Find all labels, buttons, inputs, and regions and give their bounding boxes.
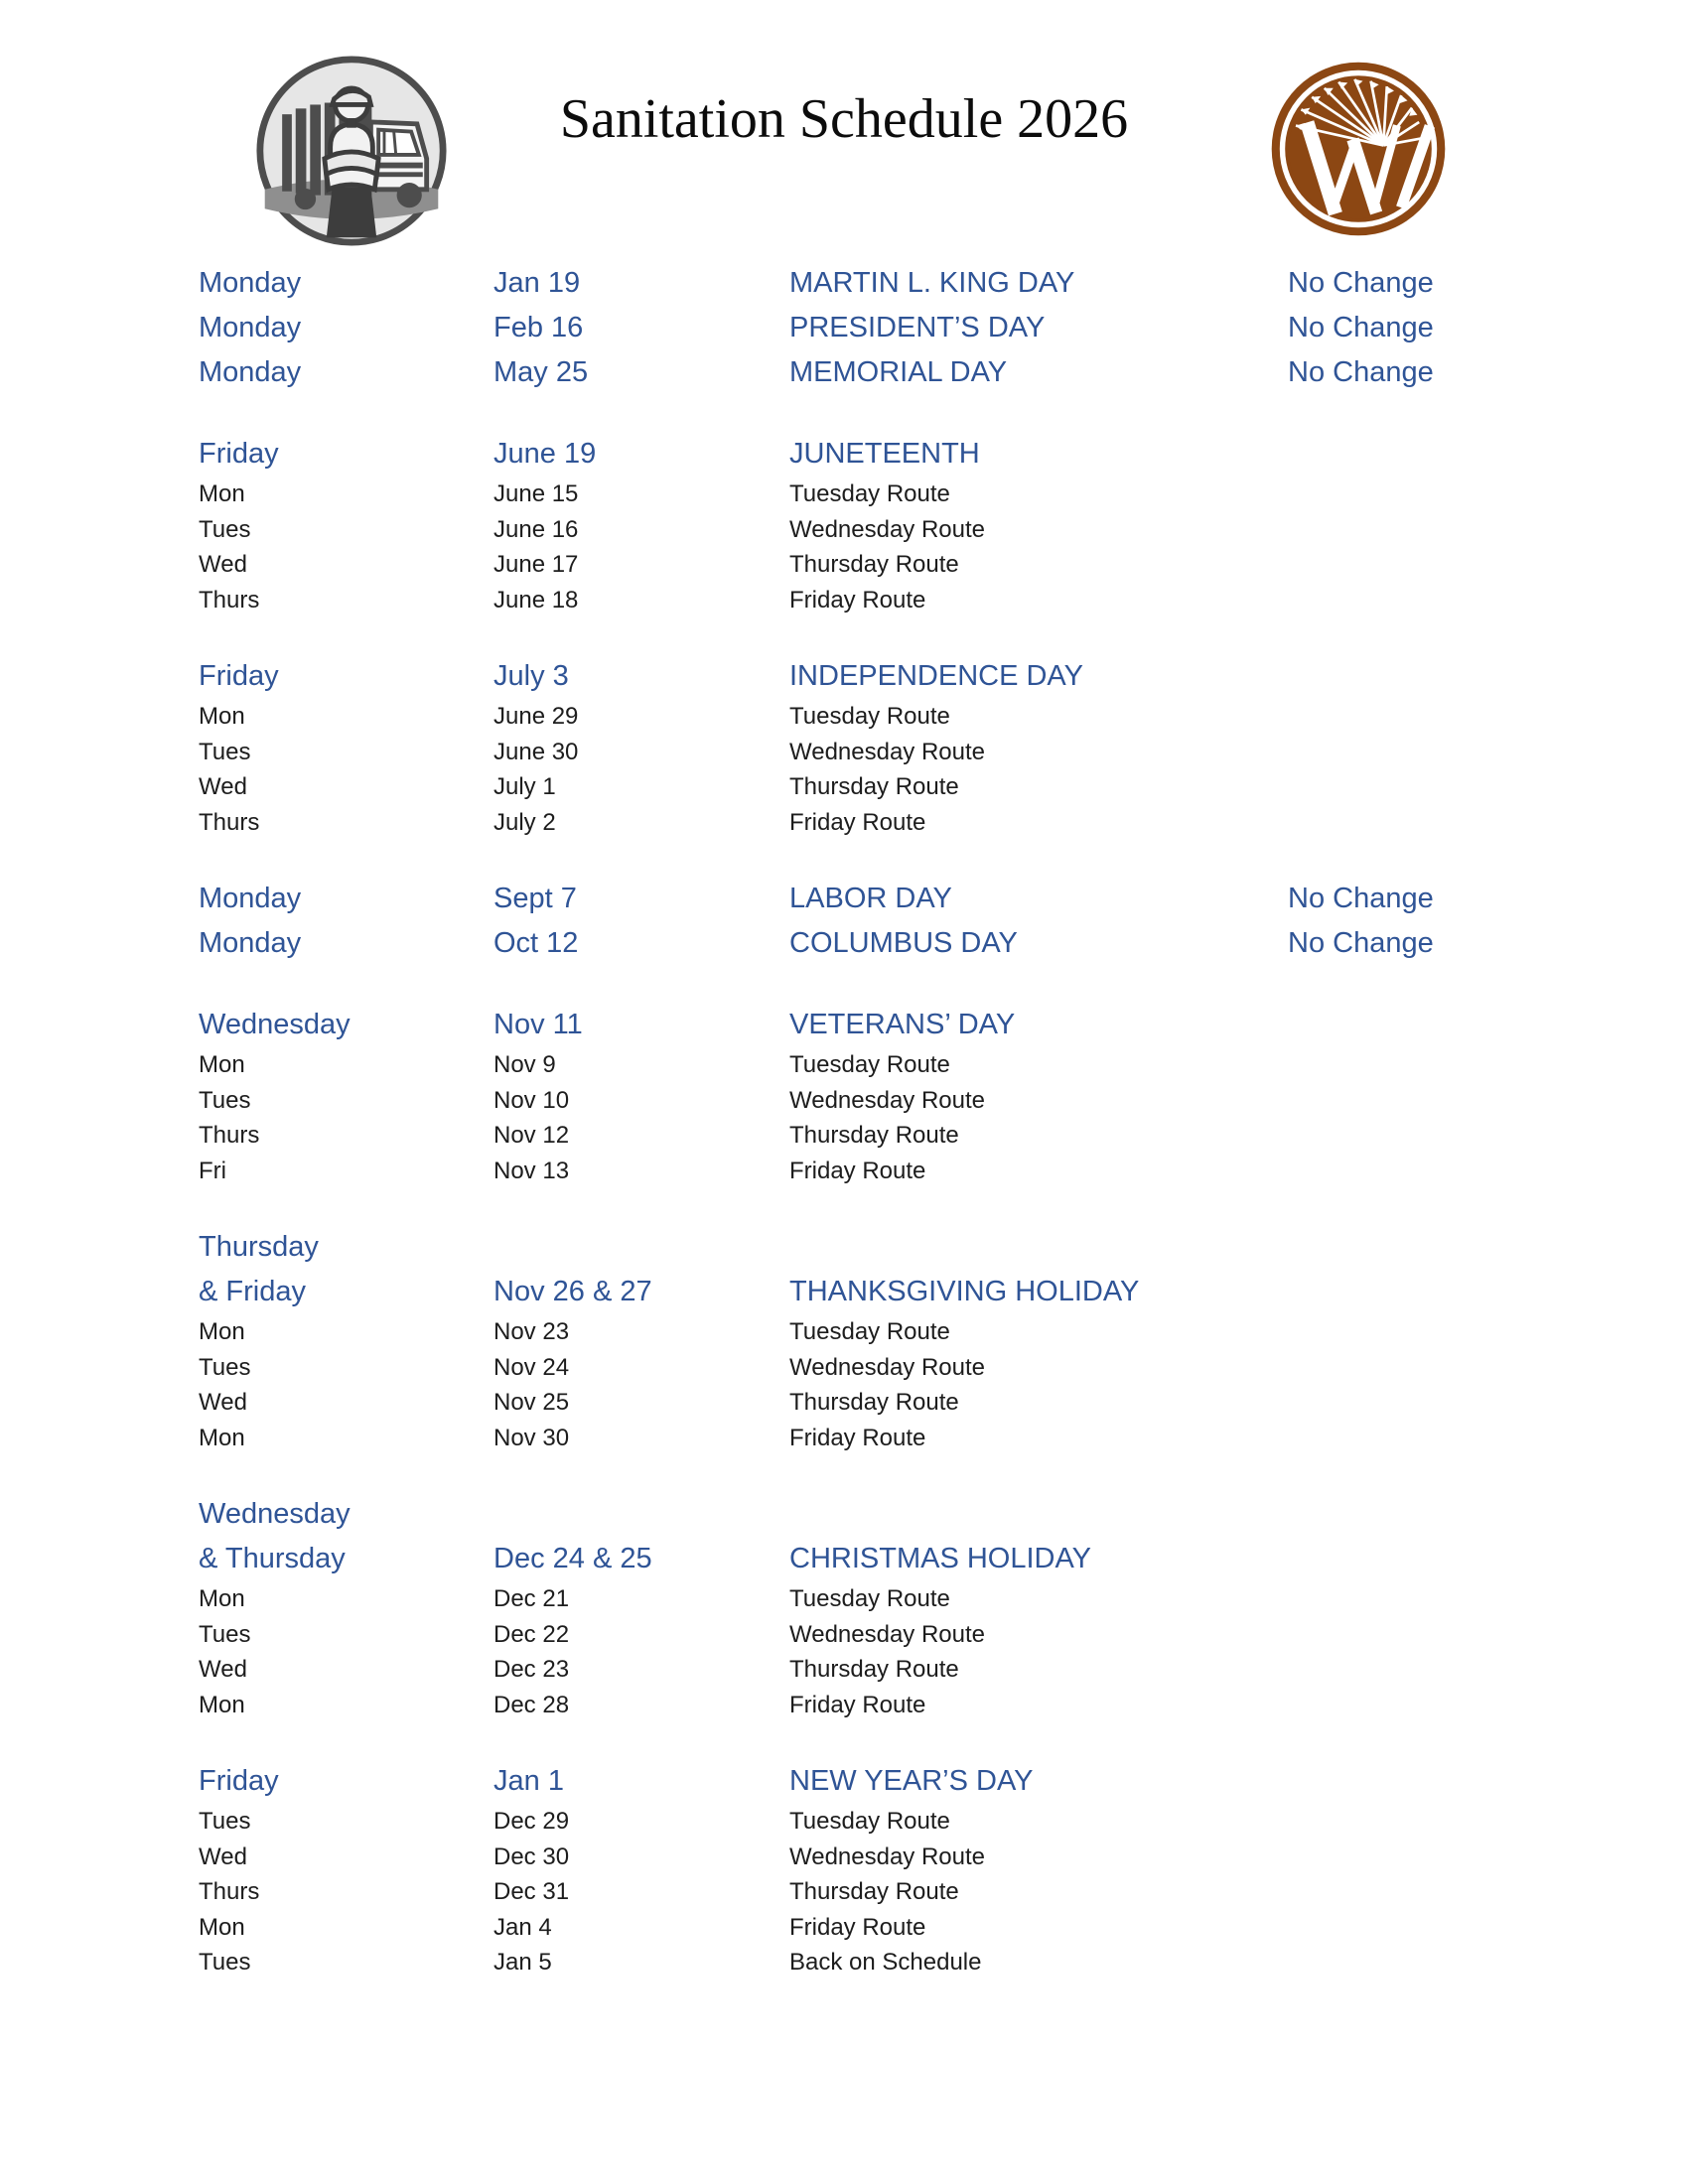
route-change-status: [1288, 1314, 1638, 1350]
route-date: Dec 22: [493, 1620, 570, 1648]
route-date: Dec 28: [493, 1691, 570, 1718]
route-change-status: [1288, 1945, 1638, 1980]
route-name: Wednesday Route: [789, 515, 986, 543]
route-name: Friday Route: [789, 808, 926, 836]
schedule-section: [0, 1003, 1688, 1188]
route-change-status: [1288, 1652, 1638, 1688]
route-date: July 1: [493, 773, 556, 800]
route-date: Nov 10: [493, 1086, 570, 1114]
route-name: Friday Route: [789, 586, 926, 614]
holiday-name: JUNETEENTH: [789, 438, 980, 470]
holiday-name: INDEPENDENCE DAY: [789, 660, 1083, 692]
route-name: Wednesday Route: [789, 1353, 986, 1381]
route-change-status: [1288, 477, 1638, 512]
route-date: June 29: [493, 703, 579, 730]
holiday-change-status: [1288, 1492, 1638, 1537]
route-date: Nov 25: [493, 1389, 570, 1416]
page-header: [0, 0, 1688, 253]
holiday-row: [199, 306, 1638, 350]
route-date: Jan 4: [493, 1913, 552, 1941]
route-date: June 15: [493, 480, 579, 507]
route-date: Jan 5: [493, 1949, 552, 1976]
holiday-date: Sept 7: [493, 883, 577, 914]
route-name: Back on Schedule: [789, 1949, 982, 1976]
holiday-row: [199, 877, 1638, 921]
route-date: Dec 23: [493, 1656, 570, 1683]
route-date: June 17: [493, 551, 579, 578]
route-day: Thurs: [199, 808, 260, 836]
route-day: Thurs: [199, 1878, 260, 1905]
holiday-change-status: No Change: [1288, 356, 1434, 388]
schedule-section: [0, 877, 1688, 966]
route-row: [199, 735, 1638, 770]
holiday-day: Wednesday: [199, 1498, 351, 1530]
holiday-row: [199, 654, 1638, 699]
holiday-name: MARTIN L. KING DAY: [789, 267, 1075, 299]
page-title: Sanitation Schedule 2026: [559, 88, 1129, 150]
route-date: Dec 31: [493, 1878, 570, 1905]
holiday-row: [199, 1537, 1638, 1581]
route-name: Wednesday Route: [789, 1620, 986, 1648]
holiday-date: Jan 19: [493, 267, 581, 299]
route-name: Friday Route: [789, 1913, 926, 1941]
route-name: Tuesday Route: [789, 1808, 950, 1835]
sanitation-worker-logo-icon: [253, 55, 450, 247]
holiday-row: [199, 921, 1638, 966]
holiday-name: COLUMBUS DAY: [789, 927, 1018, 959]
holiday-row: [199, 261, 1638, 306]
route-date: Nov 9: [493, 1051, 556, 1078]
route-name: Tuesday Route: [789, 703, 950, 730]
route-row: [199, 1118, 1638, 1154]
route-change-status: [1288, 1581, 1638, 1617]
route-change-status: [1288, 1083, 1638, 1119]
holiday-day: Monday: [199, 927, 302, 959]
route-date: Nov 13: [493, 1157, 570, 1184]
route-name: Tuesday Route: [789, 1585, 950, 1612]
route-day: Wed: [199, 773, 247, 800]
route-day: Tues: [199, 1353, 251, 1381]
holiday-name: CHRISTMAS HOLIDAY: [789, 1543, 1092, 1574]
holiday-row: [199, 1492, 1638, 1537]
route-day: Mon: [199, 1051, 245, 1078]
holiday-change-status: No Change: [1288, 927, 1434, 959]
route-change-status: [1288, 1874, 1638, 1910]
route-date: July 2: [493, 808, 556, 836]
route-change-status: [1288, 769, 1638, 805]
route-change-status: [1288, 1350, 1638, 1386]
holiday-change-status: [1288, 654, 1638, 699]
route-name: Thursday Route: [789, 1656, 959, 1683]
route-change-status: [1288, 1154, 1638, 1189]
route-day: Mon: [199, 1913, 245, 1941]
route-change-status: [1288, 1840, 1638, 1875]
route-name: Thursday Route: [789, 1389, 959, 1416]
route-row: [199, 1617, 1638, 1653]
route-change-status: [1288, 735, 1638, 770]
holiday-day: Thursday: [199, 1231, 319, 1263]
holiday-date: [493, 1225, 789, 1270]
route-day: Mon: [199, 1585, 245, 1612]
route-name: Thursday Route: [789, 773, 959, 800]
route-row: [199, 1804, 1638, 1840]
route-date: Dec 29: [493, 1808, 570, 1835]
route-day: Mon: [199, 1318, 245, 1345]
route-day: Mon: [199, 703, 245, 730]
holiday-day: Friday: [199, 660, 279, 692]
route-name: Friday Route: [789, 1157, 926, 1184]
route-name: Tuesday Route: [789, 1051, 950, 1078]
route-day: Tues: [199, 1620, 251, 1648]
route-row: [199, 1385, 1638, 1421]
holiday-change-status: [1288, 1003, 1638, 1047]
holiday-name: [789, 1492, 1288, 1537]
route-row: [199, 1047, 1638, 1083]
route-row: [199, 1083, 1638, 1119]
holiday-change-status: [1288, 1225, 1638, 1270]
route-date: Nov 23: [493, 1318, 570, 1345]
route-date: June 30: [493, 738, 579, 765]
holiday-name: MEMORIAL DAY: [789, 356, 1008, 388]
sanitation-schedule: [0, 261, 1688, 1980]
holiday-name: NEW YEAR’S DAY: [789, 1765, 1034, 1797]
route-change-status: [1288, 512, 1638, 548]
route-change-status: [1288, 583, 1638, 618]
route-name: Thursday Route: [789, 551, 959, 578]
route-row: [199, 1945, 1638, 1980]
route-name: Wednesday Route: [789, 1086, 986, 1114]
route-row: [199, 805, 1638, 841]
holiday-day: & Thursday: [199, 1543, 346, 1574]
holiday-day: Monday: [199, 356, 302, 388]
route-date: June 18: [493, 586, 579, 614]
holiday-date: Jan 1: [493, 1765, 564, 1797]
route-change-status: [1288, 1617, 1638, 1653]
holiday-date: July 3: [493, 660, 569, 692]
route-day: Tues: [199, 515, 251, 543]
route-row: [199, 1688, 1638, 1723]
holiday-row: [199, 432, 1638, 477]
holiday-change-status: No Change: [1288, 267, 1434, 299]
holiday-name: THANKSGIVING HOLIDAY: [789, 1276, 1140, 1307]
route-day: Mon: [199, 1424, 245, 1451]
holiday-change-status: [1288, 1759, 1638, 1804]
route-change-status: [1288, 1804, 1638, 1840]
route-change-status: [1288, 1047, 1638, 1083]
holiday-date: Oct 12: [493, 927, 579, 959]
route-change-status: [1288, 699, 1638, 735]
holiday-day: Monday: [199, 883, 302, 914]
holiday-row: [199, 1225, 1638, 1270]
route-day: Tues: [199, 738, 251, 765]
holiday-day: & Friday: [199, 1276, 306, 1307]
holiday-date: May 25: [493, 356, 589, 388]
route-name: Tuesday Route: [789, 1318, 950, 1345]
route-name: Tuesday Route: [789, 480, 950, 507]
route-day: Wed: [199, 1843, 247, 1870]
route-day: Mon: [199, 480, 245, 507]
schedule-section: [0, 261, 1688, 395]
route-date: Dec 30: [493, 1843, 570, 1870]
route-row: [199, 512, 1638, 548]
schedule-section: [0, 1759, 1688, 1980]
schedule-section: [0, 1492, 1688, 1722]
route-name: Thursday Route: [789, 1878, 959, 1905]
city-w-sunburst-logo-icon: [1269, 60, 1448, 238]
route-name: Wednesday Route: [789, 738, 986, 765]
holiday-date: Nov 11: [493, 1009, 583, 1040]
holiday-date: Dec 24 & 25: [493, 1543, 652, 1574]
schedule-section: [0, 1225, 1688, 1455]
holiday-date: Nov 26 & 27: [493, 1276, 652, 1307]
route-row: [199, 1314, 1638, 1350]
route-day: Thurs: [199, 586, 260, 614]
route-day: Wed: [199, 1389, 247, 1416]
schedule-section: [0, 654, 1688, 840]
route-day: Tues: [199, 1086, 251, 1114]
holiday-day: Friday: [199, 438, 279, 470]
holiday-day: Wednesday: [199, 1009, 351, 1040]
holiday-change-status: [1288, 1537, 1638, 1581]
holiday-change-status: [1288, 1270, 1638, 1314]
route-name: Wednesday Route: [789, 1843, 986, 1870]
route-change-status: [1288, 1118, 1638, 1154]
holiday-name: PRESIDENT’S DAY: [789, 312, 1046, 343]
route-row: [199, 1154, 1638, 1189]
holiday-day: Friday: [199, 1765, 279, 1797]
holiday-name: VETERANS’ DAY: [789, 1009, 1016, 1040]
route-row: [199, 547, 1638, 583]
route-change-status: [1288, 1421, 1638, 1456]
route-row: [199, 477, 1638, 512]
route-date: Nov 24: [493, 1353, 570, 1381]
route-date: June 16: [493, 515, 579, 543]
holiday-row: [199, 350, 1638, 395]
route-row: [199, 1581, 1638, 1617]
route-row: [199, 1840, 1638, 1875]
route-name: Friday Route: [789, 1424, 926, 1451]
holiday-row: [199, 1003, 1638, 1047]
route-name: Friday Route: [789, 1691, 926, 1718]
schedule-section: [0, 432, 1688, 617]
route-day: Mon: [199, 1691, 245, 1718]
holiday-name: LABOR DAY: [789, 883, 952, 914]
route-day: Tues: [199, 1808, 251, 1835]
route-day: Thurs: [199, 1122, 260, 1149]
holiday-date: June 19: [493, 438, 597, 470]
route-date: Dec 21: [493, 1585, 570, 1612]
route-change-status: [1288, 1385, 1638, 1421]
route-change-status: [1288, 1910, 1638, 1946]
holiday-day: Monday: [199, 312, 302, 343]
route-change-status: [1288, 1688, 1638, 1723]
route-row: [199, 699, 1638, 735]
route-row: [199, 1652, 1638, 1688]
route-day: Tues: [199, 1949, 251, 1976]
route-day: Fri: [199, 1157, 226, 1184]
route-row: [199, 583, 1638, 618]
holiday-date: Feb 16: [493, 312, 584, 343]
route-change-status: [1288, 547, 1638, 583]
route-row: [199, 1910, 1638, 1946]
route-date: Nov 30: [493, 1424, 570, 1451]
holiday-change-status: [1288, 432, 1638, 477]
route-day: Wed: [199, 1656, 247, 1683]
route-row: [199, 769, 1638, 805]
route-row: [199, 1874, 1638, 1910]
route-change-status: [1288, 805, 1638, 841]
holiday-date: [493, 1492, 789, 1537]
route-day: Wed: [199, 551, 247, 578]
holiday-change-status: No Change: [1288, 883, 1434, 914]
holiday-change-status: No Change: [1288, 312, 1434, 343]
route-name: Thursday Route: [789, 1122, 959, 1149]
route-date: Nov 12: [493, 1122, 570, 1149]
holiday-day: Monday: [199, 267, 302, 299]
holiday-row: [199, 1759, 1638, 1804]
holiday-name: [789, 1225, 1288, 1270]
holiday-row: [199, 1270, 1638, 1314]
route-row: [199, 1350, 1638, 1386]
route-row: [199, 1421, 1638, 1456]
